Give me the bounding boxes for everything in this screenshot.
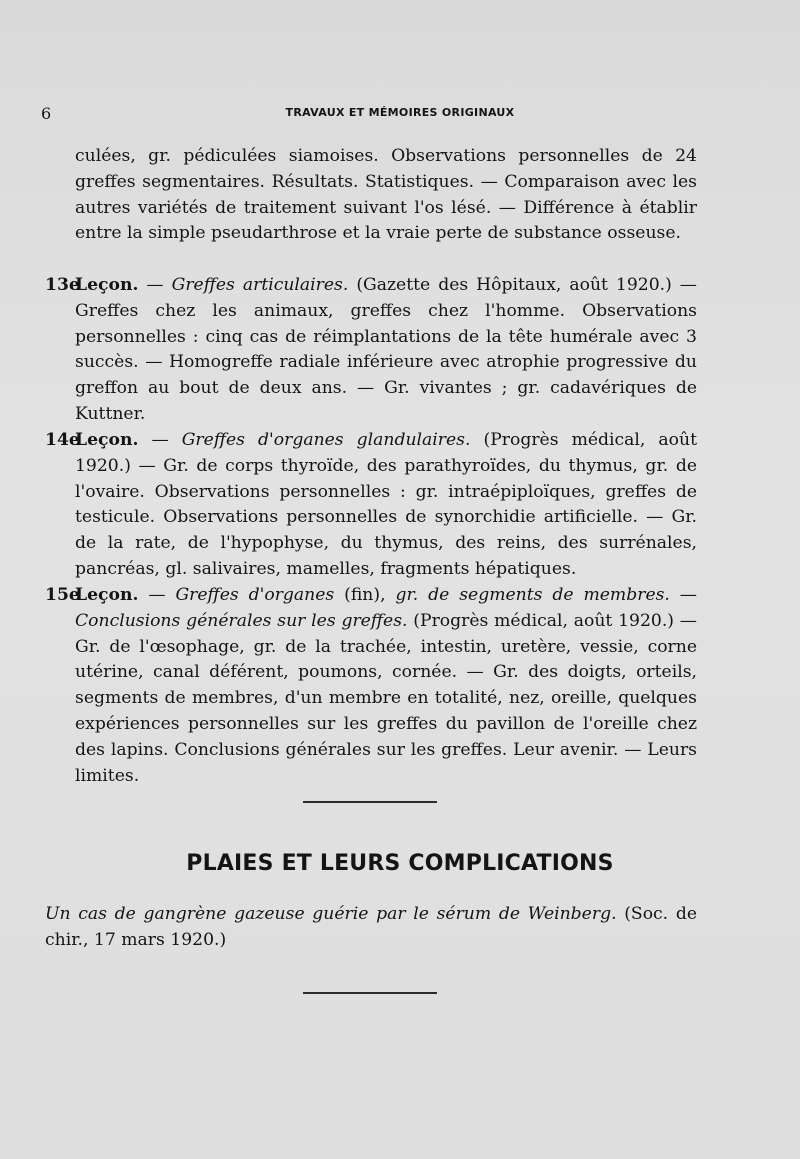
section-divider [303, 801, 437, 803]
lesson-body: (Progrès médical, août 1920.) — Gr. de l'œsophage, gr. de la trachée, intestin, uretère, vessie, corne utérine, canal déférent, poumons, cornée. — Gr. des doigts, orteils, segments de membres, d'un membre en totalité, nez, oreille, quelques expériences personnelles sur les greffes du pavillon de l'oreille chez des lapins. Conclusions générales sur les greffes. Leur avenir. — Leurs limites. [75, 610, 697, 786]
lesson-dash: — [138, 275, 172, 295]
lesson-14-paragraph [45, 428, 697, 583]
lesson-number: 15e [45, 585, 80, 605]
end-divider [303, 992, 437, 994]
publication-entry [45, 902, 697, 954]
lesson-title: Greffes d'organes [175, 585, 335, 605]
lesson-dash: — [138, 585, 176, 605]
lesson-title: Greffes d'organes glandulaires. [181, 430, 471, 450]
lesson-label: Leçon. [75, 585, 139, 605]
entry-title: Un cas de gangrène gazeuse guérie par le sérum de Weinberg. [45, 904, 617, 924]
section-title: PLAIES ET LEURS COMPLICATIONS [186, 851, 614, 876]
lesson-title-rest: (fin), [334, 585, 396, 605]
lesson-number: 13e [45, 275, 80, 295]
lesson-body: (Gazette des Hôpitaux, août 1920.) — Greffes chez les animaux, greffes chez l'homme. Observations personnelles : cinq cas de réimplantations de la tête humérale avec 3 succès. — Homogreffe radiale inférieure avec atrophie progressive du greffon au bout de deux ans. — Gr. vivantes ; gr. cadavériques de Kuttner. [75, 275, 697, 424]
lesson-dash: — [138, 430, 182, 450]
lesson-subtitle: gr. de segments de membres. — Conclusions générales sur les greffes. [75, 585, 697, 631]
running-head: TRAVAUX ET MÉMOIRES ORIGINAUX [285, 106, 515, 119]
lesson-label: Leçon. [75, 430, 139, 450]
lesson-title: Greffes articulaires. [171, 275, 349, 295]
lesson-number: 14e [45, 430, 80, 450]
continuation-paragraph: culées, gr. pédiculées siamoises. Observations personnelles de 24 greffes segmentaires. Résultats. Statistiques. — Comparaison avec les autres variétés de traitement suivant l'os lésé. — Différence à établir entre la simple pseudarthrose et la vraie perte de substance osseuse. [75, 146, 697, 244]
page-number: 6 [41, 104, 52, 123]
entry-source: (Soc. de chir., 17 mars 1920.) [45, 904, 697, 950]
lesson-body: (Progrès médical, août 1920.) — Gr. de corps thyroïde, des parathyroïdes, du thymus, gr. de l'ovaire. Observations personnelles : gr. intraépiploïques, greffes de testicule. Observations personnelles de synorchidie artificielle. — Gr. de la rate, de l'hypophyse, du thymus, des reins, des surrénales, pancréas, gl. salivaires, mamelles, fragments hépatiques. [75, 430, 697, 579]
lesson-label: Leçon. [75, 275, 139, 295]
lesson-13-paragraph [45, 273, 697, 428]
lesson-15-paragraph [45, 583, 697, 789]
